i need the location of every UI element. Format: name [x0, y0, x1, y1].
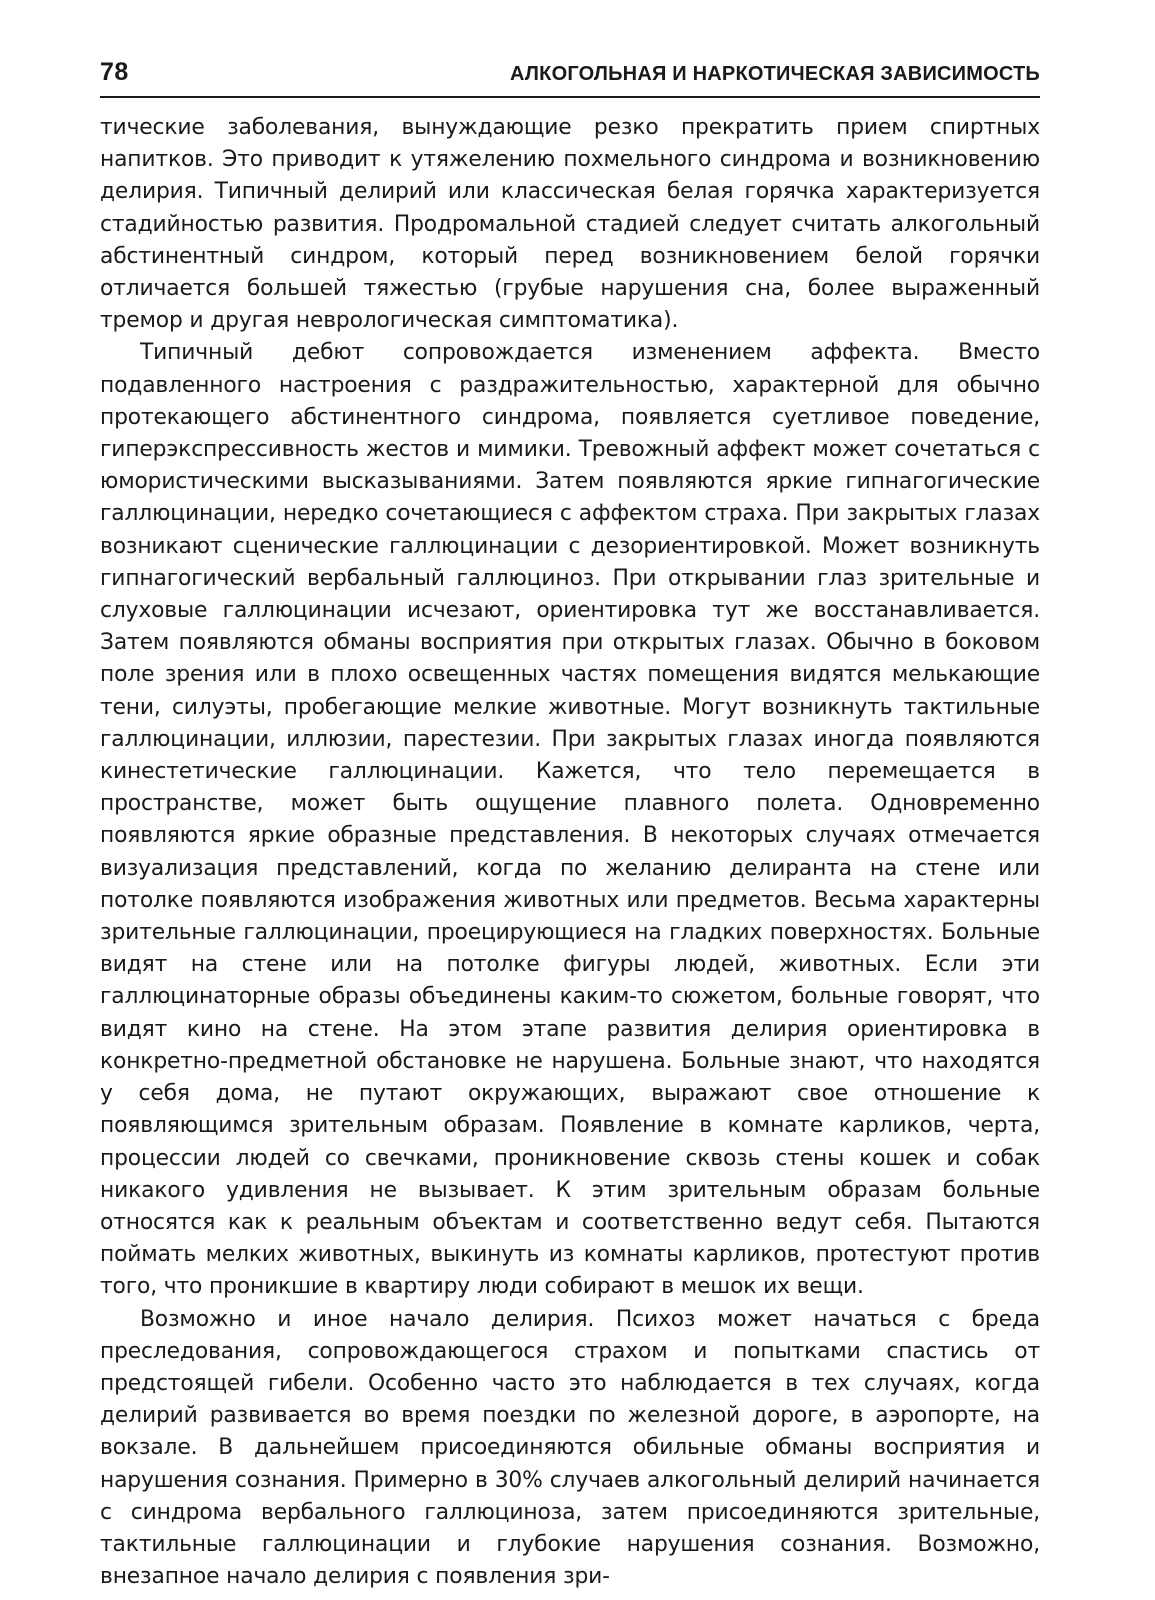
page-header — [100, 58, 1040, 98]
paragraph-3: Возможно и иное начало делирия. Психоз может начаться с бреда преследования, сопровождающегося страхом и попытками спастись от предстоящей гибели. Особенно часто это наблюдается в тех случаях, когда делирий развивается во время поездки по железной дороге, в аэропорте, на вокзале. В дальнейшем присоединяются обильные обманы восприятия и нарушения сознания. Примерно в 30% случаев алкогольный делирий начинается с синдрома вербального галлюциноза, затем присоединяются зрительные, тактильные галлюцинации и глубокие нарушения сознания. Возможно, внезапное начало делирия с появления зри- — [100, 1306, 1040, 1590]
paragraph-2: Типичный дебют сопровождается изменением аффекта. Вместо подавленного настроения с раздражительностью, характерной для обычно протекающего абстинентного синдрома, появляется суетливое поведение, гиперэкспрессивность жестов и мимики. Тревожный аффект может сочетаться с юмористическими высказываниями. Затем появляются яркие гипнагогические галлюцинации, нередко сочетающиеся с аффектом страха. При закрытых глазах возникают сценические галлюцинации с дезориентировкой. Может возникнуть гипнагогический вербальный галлюциноз. При открывании глаз зрительные и слуховые галлюцинации исчезают, ориентировка тут же восстанавливается. Затем появляются обманы восприятия при открытых глазах. Обычно в боковом поле зрения или в плохо освещенных частях помещения видятся мелькающие тени, силуэты, пробегающие мелкие животные. Могут возникнуть тактильные галлюцинации, иллюзии, парестезии. При закрытых глазах иногда появляются кинестетические галлюцинации. Кажется, что тело перемещается в пространстве, может быть ощущение плавного полета. Одновременно появляются яркие образные представления. В некоторых случаях отмечается визуализация представлений, когда по желанию делиранта на стене или потолке появляются изображения животных или предметов. Весьма характерны зрительные галлюцинации, проецирующиеся на гладких поверхностях. Больные видят на стене или на потолке фигуры людей, животных. Если эти галлюцинаторные образы объединены каким-то сюжетом, больные говорят, что видят кино на стене. На этом этапе развития делирия ориентировка в конкретно-предметной обстановке не нарушена. Больные знают, что находятся у себя дома, не путают окружающих, выражают свое отношение к появляющимся зрительным образам. Появление в комнате карликов, черта, процессии людей со свечками, проникновение сквозь стены кошек и собак никакого удивления не вызывает. К этим зрительным образам больные относятся как к реальным объектам и соответственно ведут себя. Пытаются поймать мелких животных, выкинуть из комнаты карликов, протестуют против того, что проникшие в квартиру люди собирают в мешок их вещи. — [100, 340, 1040, 1300]
body-text — [100, 112, 1040, 1593]
book-page — [100, 58, 1040, 1593]
running-title: АЛКОГОЛЬНАЯ И НАРКОТИЧЕСКАЯ ЗАВИСИМОСТЬ — [510, 63, 1040, 85]
paragraph-1: тические заболевания, вынуждающие резко прекратить прием спиртных напитков. Это приводит к утяжелению похмельного синдрома и возникновению делирия. Типичный делирий или классическая белая горячка характеризуется стадийностью развития. Продромальной стадией следует считать алкогольный абстинентный синдром, который перед возникновением белой горячки отличается большей тяжестью (грубые нарушения сна, более выраженный тремор и другая неврологическая симптоматика). — [100, 115, 1040, 334]
page-number: 78 — [100, 58, 129, 86]
